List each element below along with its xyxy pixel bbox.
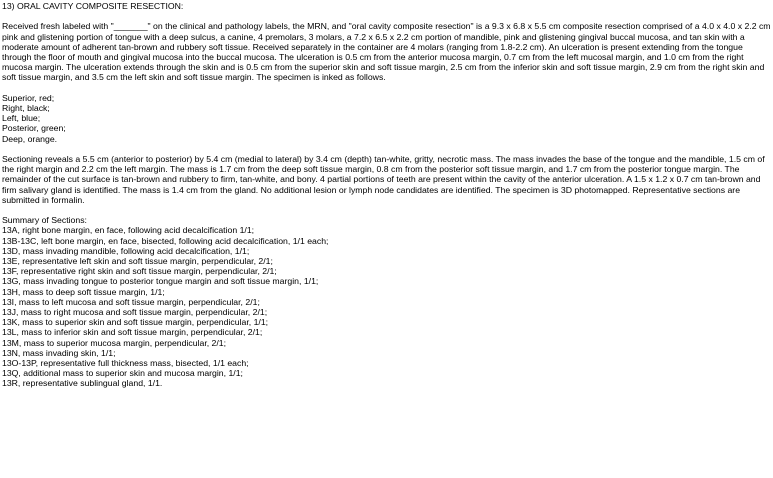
ink-key-item: Deep, orange. xyxy=(2,133,58,144)
section-item: 13J, mass to right mucosa and soft tissue margin, perpendicular, 2/1; xyxy=(2,307,268,318)
summary-title: Summary of Sections: xyxy=(2,215,87,226)
section-item: 13H, mass to deep soft tissue margin, 1/1; xyxy=(2,286,165,297)
section-item: 13G, mass invading tongue to posterior tongue margin and soft tissue margin, 1/1; xyxy=(2,276,319,287)
section-item: 13E, representative left skin and soft tissue margin, perpendicular, 2/1; xyxy=(2,256,273,267)
section-item: 13I, mass to left mucosa and soft tissue margin, perpendicular, 2/1; xyxy=(2,296,260,307)
ink-key-item: Right, black; xyxy=(2,103,50,113)
section-item: 13K, mass to superior skin and soft tissue margin, perpendicular, 1/1; xyxy=(2,317,269,328)
ink-key-item: Posterior, green; xyxy=(2,123,66,134)
section-item: 13B-13C, left bone margin, en face, bisected, following acid decalcification, 1/1 each; xyxy=(2,235,329,246)
section-item: 13N, mass invading skin, 1/1; xyxy=(2,347,116,358)
section-item: 13D, mass invading mandible, following acid decalcification, 1/1; xyxy=(2,245,250,256)
section-item: 13M, mass to superior mucosa margin, perpendicular, 2/1; xyxy=(2,337,227,348)
section-item: 13L, mass to inferior skin and soft tissue margin, perpendicular, 2/1; xyxy=(2,327,263,338)
gross-description-paragraph: Received fresh labeled with "_______" on the clinical and pathology labels, the MRN, and "oral cavity composite resection" is a 9.3 x 6.8 x 5.5 cm composite resection comprised of a 4.0 x 4.0 x 2.2 cm pink and glistening portion of tongue with a deep sulcus, a canine, 4 premolars, 3 molars, a 7.2 x 6.5 x 2.2 cm portion of mandible, pink and glistening gingival buccal mucosa, and tan skin with a moderate amount of adherent tan-brown and rubbery soft tissue. Received separately in the container are 4 molars (ranging from 1.8-2.2 cm). An ulceration is present extending from the tongue through the floor of mouth and gingival mucosa into the buccal mucosa. The ulceration is 0.5 cm from the anterior mucosa margin, 0.7 cm from the left mucosal margin, and 1.0 cm from the right mucosa margin. The ulceration extends through the skin and is 0.5 cm from the superior skin and soft tissue margin, 2.5 cm from the inferior skin and soft tissue margin, 2.9 cm from the right skin and soft tissue margin, and 3.5 cm the left skin and soft tissue margin. The specimen is inked as follows. xyxy=(2,21,771,83)
section-item: 13Q, additional mass to superior skin and mucosa margin, 1/1; xyxy=(2,368,243,379)
section-item: 13O-13P, representative full thickness mass, bisected, 1/1 each; xyxy=(2,358,249,369)
section-item: 13F, representative right skin and soft tissue margin, perpendicular, 2/1; xyxy=(2,266,277,277)
section-item: 13R, representative sublingual gland, 1/1. xyxy=(2,378,163,389)
ink-key-list xyxy=(2,93,771,144)
section-heading: 13) ORAL CAVITY COMPOSITE RESECTION: xyxy=(2,1,184,11)
section-item: 13A, right bone margin, en face, following acid decalcification 1/1; xyxy=(2,225,255,236)
ink-key-item: Left, blue; xyxy=(2,113,41,124)
ink-key-item: Superior, red; xyxy=(2,92,55,103)
summary-of-sections-list xyxy=(2,225,771,388)
sectioning-paragraph: Sectioning reveals a 5.5 cm (anterior to posterior) by 5.4 cm (medial to lateral) by 3.4 cm (depth) tan-white, gritty, necrotic mass. The mass invades the base of the tongue and the mandible, 1.5 cm of the right margin and 2.2 cm the left margin. The mass is 1.7 cm from the deep soft tissue margin, 0.8 cm from the posterior soft tissue margin, and 1.7 cm from the posterior tongue margin. The remainder of the cut surface is tan-brown and rubbery to firm, tan-white, and bony. 4 partial portions of teeth are present within the cavity of the anterior ulceration. A 1.5 x 1.2 x 0.7 cm tan-brown and firm salivary gland is identified. The mass is 1.4 cm from the gland. No additional lesion or lymph node candidates are identified. The specimen is 3D photomapped. Representative sections are submitted in formalin. xyxy=(2,154,765,205)
